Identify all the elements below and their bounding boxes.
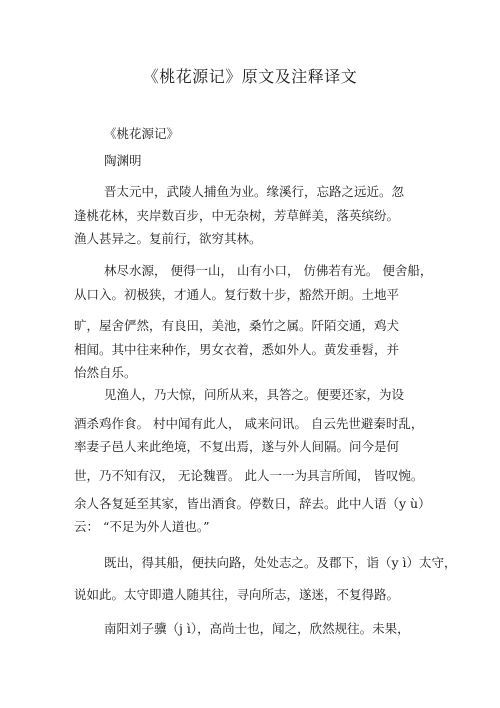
- text-line-5: 从口入。初极狭，才通人。复行数十步，豁然开朗。土地平: [74, 287, 400, 302]
- document-title: 《桃花源记》原文及注释译文: [142, 67, 358, 86]
- text-line-8: 怡然自乐。: [74, 365, 137, 380]
- text-line-10: 酒杀鸡作食。 村中闻有此人， 咸来问讯。 自云先世避秦时乱，: [74, 416, 424, 431]
- text-line-14: 云： “不足为外人道也。”: [74, 519, 210, 534]
- text-line-1: 晋太元中，武陵人捕鱼为业。缘溪行，忘路之远近。忽: [104, 184, 405, 199]
- text-line-17: 南阳刘子骥（j ì），高尚士也，闻之，欣然规往。未果，: [104, 621, 410, 636]
- subtitle: 《桃花源记》: [104, 126, 180, 141]
- text-line-9: 见渔人，乃大惊，问所从来，具答之。便要还家，为设: [104, 387, 405, 402]
- text-line-13: 余人各复延至其家，皆出酒食。停数日，辞去。此中人语（y ù）: [74, 496, 431, 511]
- text-line-2: 逢桃花林，夹岸数百步，中无杂树，芳草鲜美，落英缤纷。: [74, 208, 400, 223]
- text-line-15: 既出，得其船，便扶向路，处处志之。及郡下，诣（y ì）太守，: [104, 555, 457, 570]
- text-line-3: 渔人甚异之。复前行，欲穷其林。: [74, 231, 262, 246]
- text-line-4: 林尽水源， 便得一山， 山有小口， 仿佛若有光。 便舍船，: [104, 263, 433, 278]
- text-line-11: 率妻子邑人来此绝境，不复出焉，遂与外人间隔。问今是何: [74, 439, 400, 454]
- author: 陶渊明: [104, 153, 142, 168]
- text-line-16: 说如此。太守即遣人随其往，寻向所志，遂迷，不复得路。: [74, 587, 400, 602]
- text-line-12: 世，乃不知有汉， 无论魏晋。 此人一一为具言所闻， 皆叹惋。: [74, 468, 424, 483]
- text-line-6: 旷，屋舍俨然，有良田，美池，桑竹之属。阡陌交通，鸡犬: [74, 318, 400, 333]
- text-line-7: 相闻。其中往来种作，男女衣着，悉如外人。黄发垂髫，并: [74, 342, 400, 357]
